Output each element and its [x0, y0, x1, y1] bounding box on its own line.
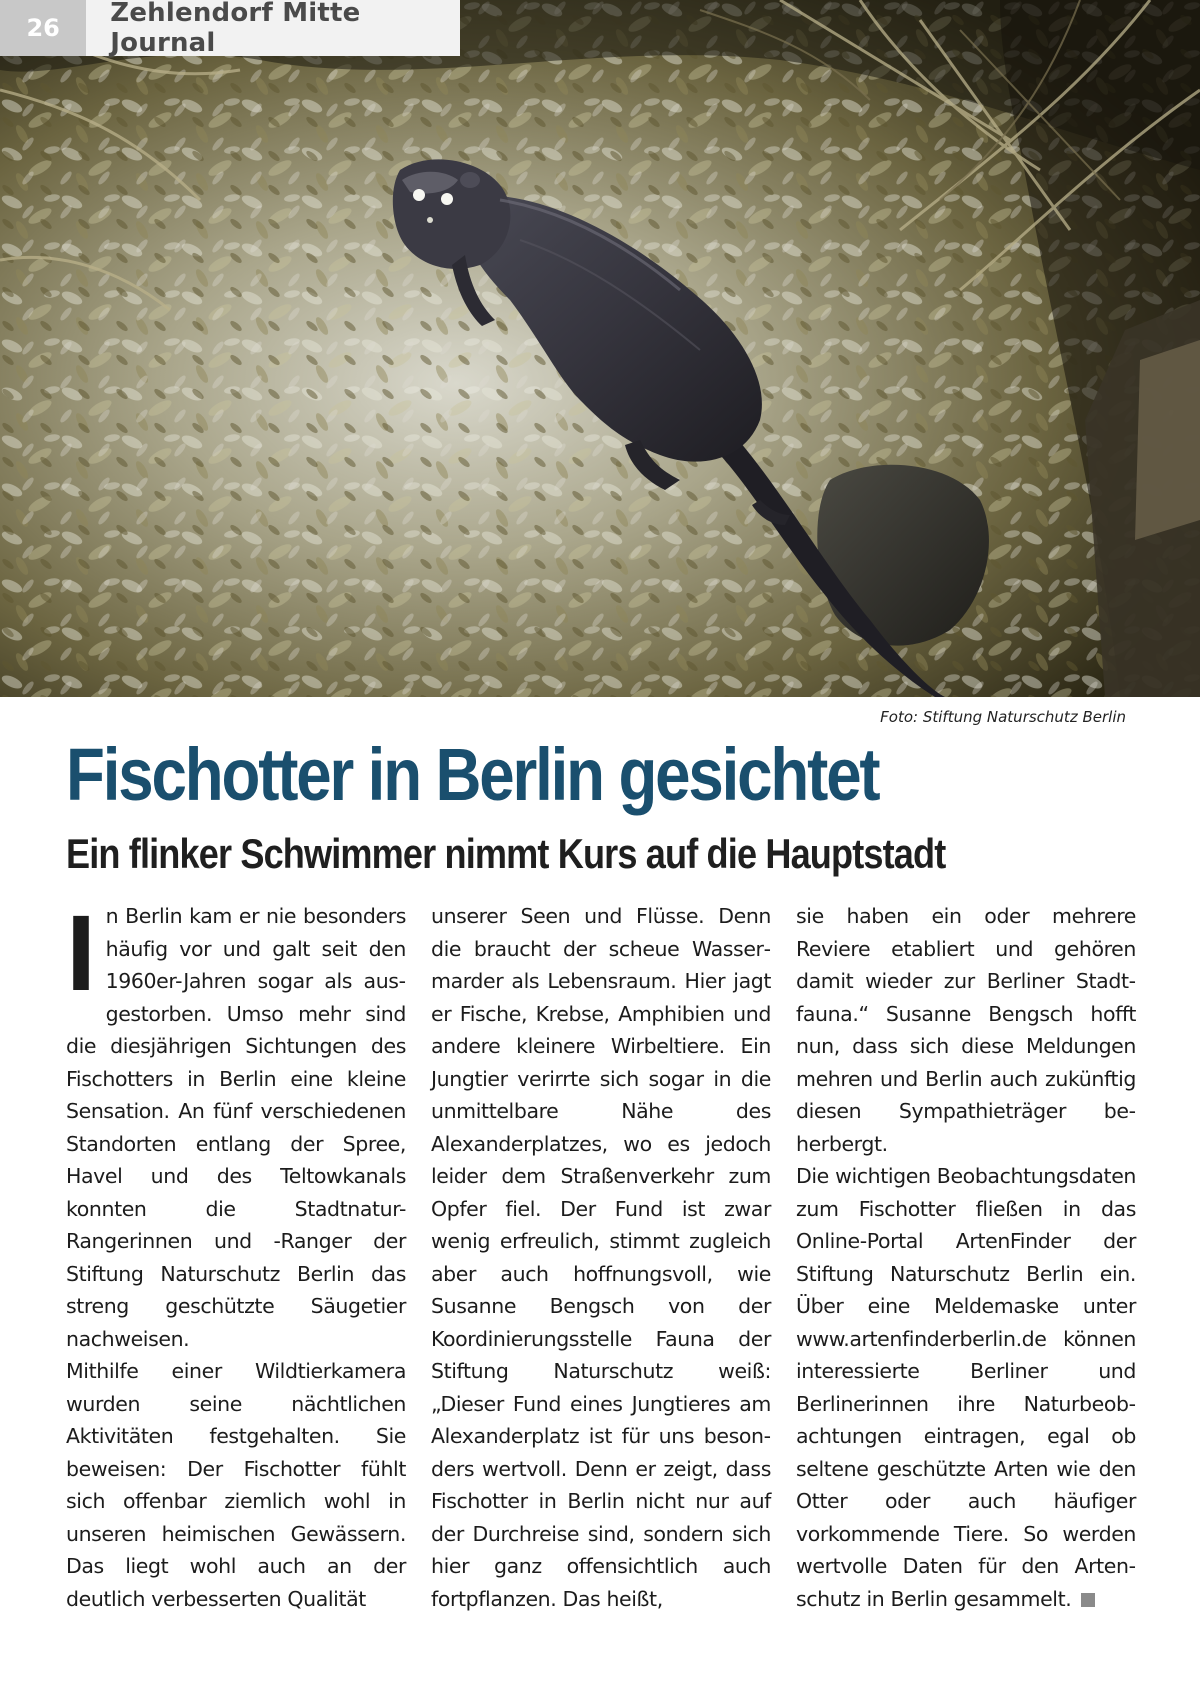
article-body	[66, 892, 1136, 1640]
paragraph-text: n Berlin kam er nie besonders häufig vor und galt seit den 1960er-Jahren sogar als ausgestorben. Umso mehr sind die diesjährigen Sichtungen des Fischotters in Berlin eine kleine Sensation. An fünf verschiedenen Standorten entlang der Spree, Havel und des Teltowkanals konnten die Stadtnatur-Rangerinnen und -Ranger der Stiftung Naturschutz Berlin das streng geschützte Säugetier nachweisen.	[66, 904, 406, 1351]
paragraph: sie haben ein oder mehrere Reviere etabliert und gehören damit wieder zur Berliner Stadtfauna.“ Susanne Bengsch hofft nun, dass sich diese Meldungen mehren und Berlin auch zukünftig diesen Sympathieträger beherbergt.	[796, 904, 1136, 1156]
paragraph	[66, 892, 406, 1355]
dropcap: I	[66, 892, 96, 1013]
otter-photo-graphic	[0, 0, 1200, 697]
paragraph	[796, 1160, 1136, 1615]
paragraph-text: Die wichtigen Beobachtungsdaten zum Fischotter fließen in das Online-Portal ArtenFinder der Stiftung Naturschutz Berlin ein. Über eine Meldemaske unter www.artenfinderberlin.de können interessierte Berliner und Berlinerinnen ihre Naturbeobachtungen eintragen, egal ob seltene geschützte Arten wie den Otter oder auch häufiger vorkommende Tiere. So werden wertvolle Daten für den Artenschutz in Berlin gesammelt.	[796, 1164, 1136, 1611]
article-column-2	[431, 900, 771, 1615]
paragraph: unserer Seen und Flüsse. Denn die braucht der scheue Wassermarder als Lebensraum. Hier jagt er Fische, Krebse, Amphibien und andere kleinere Wirbeltiere. Ein Jungtier verirrte sich sogar in die unmittelbare Nähe des Alexanderplatzes, wo es jedoch leider dem Straßenverkehr zum Opfer fiel. Der Fund ist zwar wenig erfreulich, stimmt zugleich aber auch hoffnungsvoll, wie Susanne Bengsch von der Koordinierungsstelle Fauna der Stiftung Naturschutz weiß: „Dieser Fund eines Jungtieres am Alexanderplatz ist für uns besonders wertvoll. Denn er zeigt, dass Fischotter in Berlin nicht nur auf der Durchreise sind, sondern sich hier ganz offensichtlich auch fortpflanzen. Das heißt,	[431, 904, 771, 1611]
page-number: 26	[0, 0, 86, 56]
article-column-3	[796, 900, 1136, 1615]
photo-credit: Foto: Stiftung Naturschutz Berlin	[880, 708, 1126, 726]
article-column-1	[66, 892, 406, 1615]
subheadline: Ein flinker Schwimmer nimmt Kurs auf die Hauptstadt	[66, 830, 946, 877]
otter-photo	[0, 0, 1200, 697]
journal-title: Zehlendorf Mitte Journal	[110, 0, 361, 58]
headline: Fischotter in Berlin gesichtet	[66, 733, 879, 816]
end-mark-icon	[1081, 1593, 1095, 1607]
paragraph: Mithilfe einer Wildtierkamera wurden seine nächtlichen Aktivitäten festgehalten. Sie beweisen: Der Fischotter fühlt sich offenbar ziemlich wohl in unseren heimischen Gewässern. Das liegt wohl auch an der deutlich verbesserten Qualität	[66, 1359, 406, 1611]
header-tab	[0, 0, 460, 56]
